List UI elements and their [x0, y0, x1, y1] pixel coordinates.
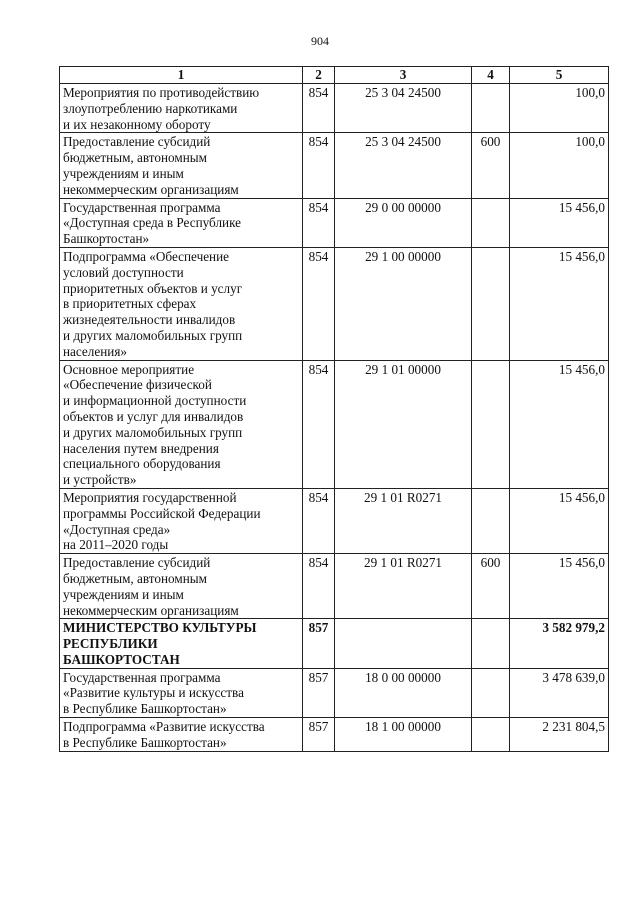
- column-header-1: 1: [60, 67, 303, 84]
- cell-amount: 15 456,0: [510, 198, 609, 247]
- table-row: [60, 668, 609, 717]
- cell-ministry-code: 854: [303, 198, 335, 247]
- cell-target-code: 29 0 00 00000: [335, 198, 472, 247]
- table-row: [60, 718, 609, 752]
- page-number: 904: [311, 34, 329, 48]
- cell-expense-type: 600: [472, 554, 510, 619]
- table-row: [60, 488, 609, 553]
- cell-ministry-code: 857: [303, 619, 335, 668]
- cell-expense-type: [472, 668, 510, 717]
- cell-target-code: 18 1 00 00000: [335, 718, 472, 752]
- cell-amount: 3 478 639,0: [510, 668, 609, 717]
- cell-name: Подпрограмма «Развитие искусства в Республике Башкортостан»: [60, 718, 303, 752]
- cell-amount: 2 231 804,5: [510, 718, 609, 752]
- cell-target-code: 25 3 04 24500: [335, 133, 472, 198]
- cell-ministry-code: 854: [303, 554, 335, 619]
- cell-amount: 100,0: [510, 84, 609, 133]
- cell-ministry-code: 854: [303, 133, 335, 198]
- cell-amount: 15 456,0: [510, 488, 609, 553]
- cell-expense-type: [472, 198, 510, 247]
- table-row: [60, 619, 609, 668]
- cell-expense-type: [472, 488, 510, 553]
- cell-expense-type: [472, 84, 510, 133]
- table-row: [60, 554, 609, 619]
- column-header-3: 3: [335, 67, 472, 84]
- cell-amount: 100,0: [510, 133, 609, 198]
- cell-name: Предоставление субсидий бюджетным, автономным учреждениям и иным некоммерческим организациям: [60, 554, 303, 619]
- cell-name: Предоставление субсидий бюджетным, автономным учреждениям и иным некоммерческим организациям: [60, 133, 303, 198]
- column-header-5: 5: [510, 67, 609, 84]
- column-header-2: 2: [303, 67, 335, 84]
- cell-target-code: 25 3 04 24500: [335, 84, 472, 133]
- cell-target-code: 29 1 00 00000: [335, 247, 472, 360]
- cell-name: Мероприятия по противодействию злоупотреблению наркотиками и их незаконному обороту: [60, 84, 303, 133]
- cell-ministry-code: 854: [303, 488, 335, 553]
- table-row: [60, 198, 609, 247]
- table-row: [60, 133, 609, 198]
- cell-name: Подпрограмма «Обеспечение условий доступности приоритетных объектов и услуг в приоритетных сферах жизнедеятельности инвалидов и других маломобильных групп населения»: [60, 247, 303, 360]
- cell-amount: 15 456,0: [510, 247, 609, 360]
- cell-expense-type: [472, 619, 510, 668]
- table-row: [60, 360, 609, 488]
- table-row: [60, 247, 609, 360]
- cell-amount: 15 456,0: [510, 554, 609, 619]
- cell-expense-type: [472, 360, 510, 488]
- cell-name: Государственная программа «Развитие культуры и искусства в Республике Башкортостан»: [60, 668, 303, 717]
- cell-ministry-code: 854: [303, 360, 335, 488]
- cell-ministry-code: 857: [303, 668, 335, 717]
- budget-table: [59, 66, 609, 752]
- column-header-4: 4: [472, 67, 510, 84]
- cell-target-code: 29 1 01 00000: [335, 360, 472, 488]
- cell-name: МИНИСТЕРСТВО КУЛЬТУРЫ РЕСПУБЛИКИ БАШКОРТОСТАН: [60, 619, 303, 668]
- table-body: [60, 84, 609, 752]
- cell-ministry-code: 854: [303, 84, 335, 133]
- cell-amount: 3 582 979,2: [510, 619, 609, 668]
- table-header-row: [60, 67, 609, 84]
- cell-target-code: 18 0 00 00000: [335, 668, 472, 717]
- table-row: [60, 84, 609, 133]
- cell-ministry-code: 857: [303, 718, 335, 752]
- cell-target-code: 29 1 01 R0271: [335, 488, 472, 553]
- cell-expense-type: [472, 247, 510, 360]
- cell-expense-type: [472, 718, 510, 752]
- cell-amount: 15 456,0: [510, 360, 609, 488]
- cell-ministry-code: 854: [303, 247, 335, 360]
- cell-name: Мероприятия государственной программы Российской Федерации «Доступная среда» на 2011–2020 годы: [60, 488, 303, 553]
- cell-name: Основное мероприятие «Обеспечение физической и информационной доступности объектов и услуг для инвалидов и других маломобильных групп населения путем внедрения специального оборудования и устройств»: [60, 360, 303, 488]
- cell-expense-type: 600: [472, 133, 510, 198]
- cell-name: Государственная программа «Доступная среда в Республике Башкортостан»: [60, 198, 303, 247]
- cell-target-code: 29 1 01 R0271: [335, 554, 472, 619]
- cell-target-code: [335, 619, 472, 668]
